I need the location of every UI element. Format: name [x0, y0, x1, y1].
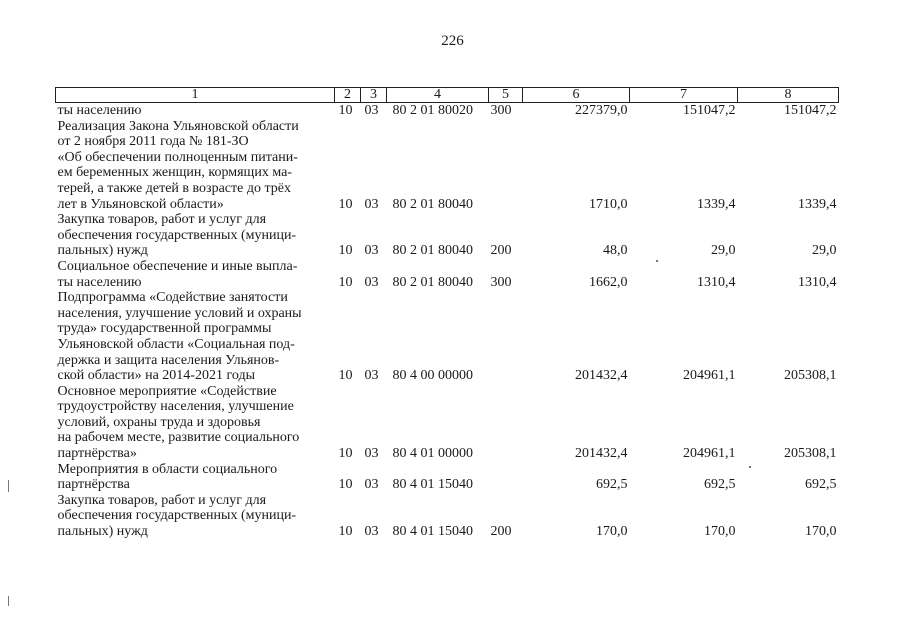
row-name-line: терей, а также детей в возрасте до трёх: [57, 180, 291, 196]
target-article-code: 80 4 01 15040: [392, 524, 473, 540]
amount-col7: 204961,1: [683, 446, 736, 462]
amount-col6: 1710,0: [589, 196, 628, 212]
section-code: 10: [338, 446, 353, 462]
subsection-code: 03: [364, 524, 379, 540]
row-name: [56, 212, 335, 259]
row-name: [56, 259, 335, 290]
amount-col6: 692,5: [596, 477, 628, 493]
amount-col6: 48,0: [603, 243, 628, 259]
amount-col7: 692,5: [704, 477, 736, 493]
expense-type-code: [489, 119, 523, 213]
column-header: 3: [361, 88, 387, 103]
page-number: 226: [441, 33, 464, 49]
subsection-code: 03: [364, 477, 379, 493]
row-name-line: «Об обеспечении полноценным питани-: [57, 149, 298, 165]
scan-speck: [749, 466, 751, 468]
table-row: [56, 259, 839, 290]
row-name: [56, 462, 335, 493]
column-header: 7: [630, 88, 738, 103]
amount-col8: 692,5: [805, 477, 837, 493]
row-name-line: пальных) нужд: [57, 524, 148, 540]
row-name-line: труда» государственной программы: [57, 321, 272, 337]
row-name: [56, 103, 335, 119]
row-name-line: населения, улучшение условий и охраны: [57, 305, 302, 321]
scan-speck: [8, 596, 9, 606]
subsection-code: 03: [364, 274, 379, 290]
amount-col7: 170,0: [704, 524, 736, 540]
target-article-code: 80 4 01 00000: [392, 446, 473, 462]
section-code: 10: [338, 274, 353, 290]
amount-col6: 1662,0: [589, 274, 628, 290]
table-row: [56, 462, 839, 493]
expense-type-code: [489, 462, 523, 493]
scan-speck: [656, 260, 658, 262]
subsection-code: 03: [364, 196, 379, 212]
row-name-line: Основное мероприятие «Содействие: [57, 383, 277, 399]
section-code: 10: [338, 368, 353, 384]
row-name-line: от 2 ноября 2011 года № 181-ЗО: [57, 134, 249, 150]
expense-type-code: 200: [490, 524, 512, 540]
table-header-row: [56, 88, 839, 103]
row-name-line: ты населению: [57, 274, 142, 290]
row-name: [56, 290, 335, 384]
row-name-line: партнёрства»: [57, 446, 137, 462]
amount-col8: 205308,1: [784, 446, 837, 462]
section-code: 10: [338, 103, 353, 118]
row-name-line: Мероприятия в области социального: [57, 461, 278, 477]
row-name-line: Закупка товаров, работ и услуг для: [57, 492, 267, 508]
expense-type-code: [489, 384, 523, 462]
row-name: [56, 493, 335, 540]
amount-col6: 201432,4: [575, 368, 628, 384]
amount-col6: 170,0: [596, 524, 628, 540]
row-name-line: ты населению: [57, 103, 142, 118]
column-header: 8: [738, 88, 839, 103]
column-header: 5: [489, 88, 523, 103]
amount-col7: 1339,4: [697, 196, 736, 212]
row-name-line: пальных) нужд: [57, 243, 148, 259]
column-header: 6: [523, 88, 630, 103]
target-article-code: 80 2 01 80020: [392, 103, 473, 118]
amount-col7: 151047,2: [683, 103, 736, 118]
row-name-line: Ульяновской области «Социальная под-: [57, 336, 295, 352]
expense-type-code: [489, 290, 523, 384]
row-name-line: обеспечения государственных (муници-: [57, 227, 297, 243]
row-name-line: лет в Ульяновской области»: [57, 196, 224, 212]
amount-col7: 204961,1: [683, 368, 736, 384]
amount-col6: 201432,4: [575, 446, 628, 462]
target-article-code: 80 2 01 80040: [392, 243, 473, 259]
amount-col8: 1310,4: [798, 274, 837, 290]
row-name-line: Социальное обеспечение и иные выпла-: [57, 258, 298, 274]
table-row: [56, 384, 839, 462]
row-name-line: Закупка товаров, работ и услуг для: [57, 212, 267, 228]
section-code: 10: [338, 477, 353, 493]
row-name: [56, 384, 335, 462]
subsection-code: 03: [364, 243, 379, 259]
row-name-line: условий, охраны труда и здоровья: [57, 414, 261, 430]
amount-col6: 227379,0: [575, 103, 628, 118]
amount-col7: 1310,4: [697, 274, 736, 290]
column-header: 4: [387, 88, 489, 103]
row-name-line: Реализация Закона Ульяновской области: [57, 118, 299, 134]
table-row: [56, 119, 839, 213]
expense-type-code: 300: [490, 103, 512, 118]
column-header: 1: [56, 88, 335, 103]
section-code: 10: [338, 243, 353, 259]
amount-col7: 29,0: [711, 243, 736, 259]
subsection-code: 03: [364, 103, 379, 118]
budget-table: [55, 87, 839, 540]
table-row: [56, 493, 839, 540]
table-row: [56, 212, 839, 259]
row-name: [56, 119, 335, 213]
amount-col8: 151047,2: [784, 103, 837, 118]
row-name-line: ем беременных женщин, кормящих ма-: [57, 165, 292, 181]
target-article-code: 80 2 01 80040: [392, 274, 473, 290]
row-name-line: на рабочем месте, развитие социального: [57, 430, 300, 446]
subsection-code: 03: [364, 368, 379, 384]
row-name-line: трудоустройству населения, улучшение: [57, 399, 294, 415]
row-name-line: партнёрства: [57, 477, 130, 493]
row-name-line: ской области» на 2014-2021 годы: [57, 368, 255, 384]
table-row: [56, 290, 839, 384]
scan-speck: [8, 480, 9, 492]
target-article-code: 80 2 01 80040: [392, 196, 473, 212]
row-name-line: держка и защита населения Ульянов-: [57, 352, 280, 368]
row-name-line: обеспечения государственных (муници-: [57, 508, 297, 524]
amount-col8: 29,0: [812, 243, 837, 259]
column-header: 2: [335, 88, 361, 103]
target-article-code: 80 4 01 15040: [392, 477, 473, 493]
amount-col8: 1339,4: [798, 196, 837, 212]
expense-type-code: 300: [490, 274, 512, 290]
expense-type-code: 200: [490, 243, 512, 259]
table-row: [56, 103, 839, 119]
row-name-line: Подпрограмма «Содействие занятости: [57, 290, 288, 306]
target-article-code: 80 4 00 00000: [392, 368, 473, 384]
amount-col8: 205308,1: [784, 368, 837, 384]
section-code: 10: [338, 524, 353, 540]
amount-col8: 170,0: [805, 524, 837, 540]
section-code: 10: [338, 196, 353, 212]
subsection-code: 03: [364, 446, 379, 462]
